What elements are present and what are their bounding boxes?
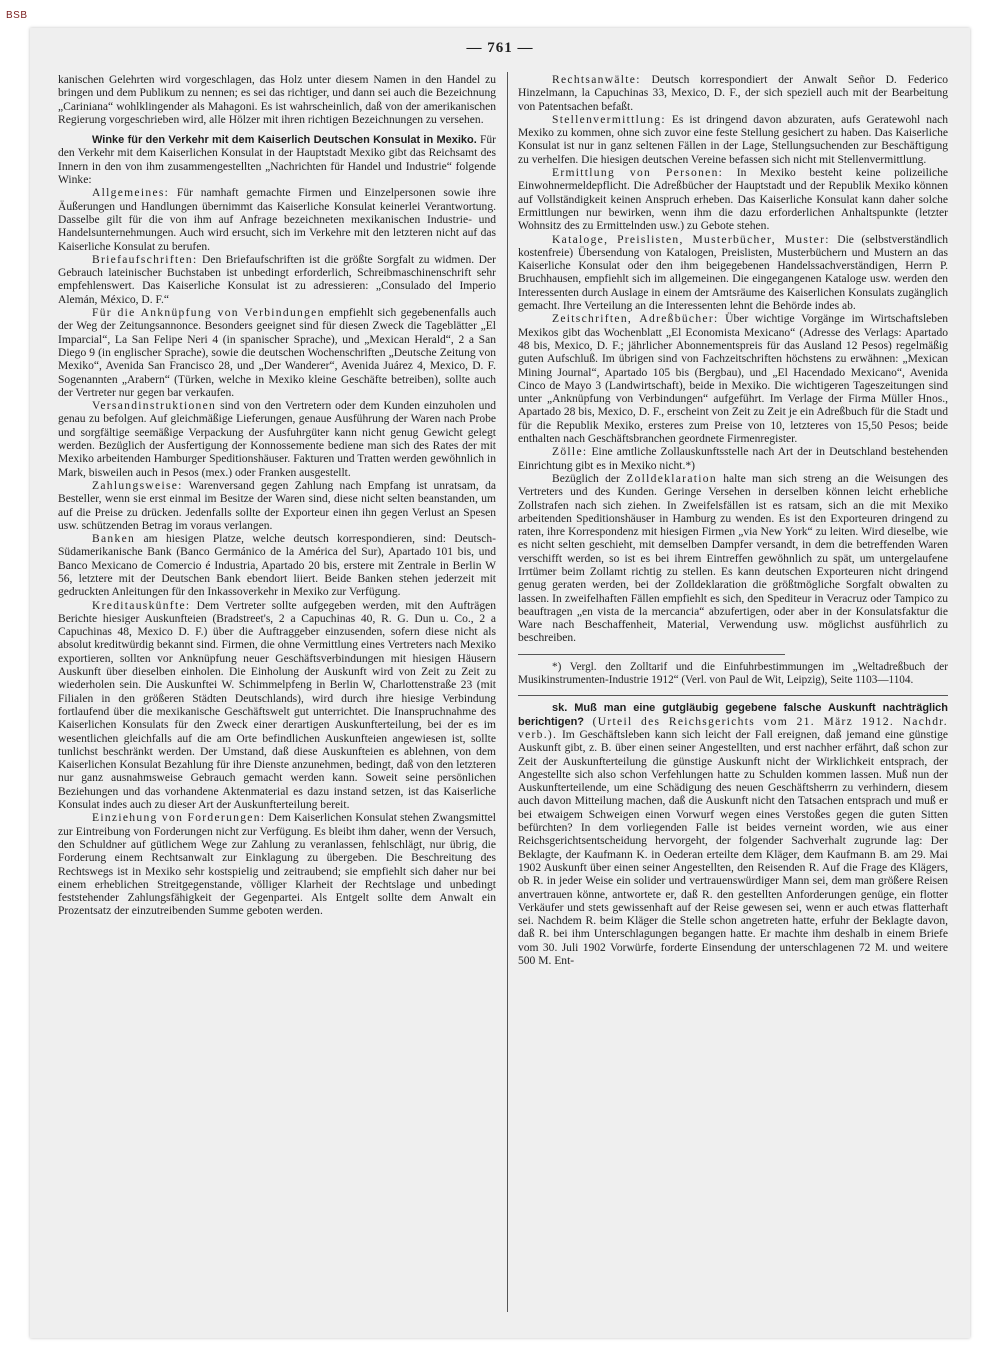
- paragraph-briefaufschriften: Briefaufschriften: Den Briefaufschriften ist die größte Sorgfalt zu widmen. Der Gebrauch lateinischer Buchstaben ist unbedingt erforderlich, Schreibmaschinenschrift sehr empfehlenswert. Das Kaiserliche Konsulat ist zu adressieren: „Consulado del Imperio Alemán, México, D. F.“: [58, 253, 496, 306]
- paragraph-banken: Banken am hiesigen Platze, welche deutsch korrespondieren, sind: Deutsch-Südamerikanische Bank (Banco Germánico de la América del Sur), Apartado 101 bis, und Banco Mexicano de Comercio é Industria, Apartado 20 bis, erstere mit Zentrale in Berlin W 56, letztere mit der Deutschen Bank ebendort liiert. Beide Banken stehen jederzeit mit gedruckten Anleitungen für den Inkassoverkehr in Mexiko zur Verfügung.: [58, 533, 496, 599]
- page-number: — 761 —: [466, 40, 534, 56]
- footnote-rule: [518, 654, 785, 655]
- paragraph-versandinstruktionen: Versandinstruktionen sind von den Vertretern oder dem Kunden einzuholen und genau zu befolgen. Auf gleichmäßige Lieferungen, genaue Ausführung der Waren nach Probe und sorgfältige seemäßige Verpackung der Ausfuhrgüter kann nicht genug Gewicht gelegt werden. Bezüglich der Ausfertigung der Konnossemente bediene man sich des Rates der mit Mexiko arbeitenden Hamburger Speditionshäuser. Fakturen und Tratten werden gewöhnlich in Mark, bisweilen auch in Pesos (mex.) oder Franken ausgestellt.: [58, 400, 496, 479]
- label-rechtsanwaelte: Rechtsanwälte:: [552, 74, 641, 86]
- paragraph-rechtsanwaelte: Rechtsanwälte: Deutsch korrespondiert der Anwalt Señor D. Federico Hinzelmann, la Capuchinas 33, Mexico, D. F., der sich speziell auch mit der Bearbeitung von Patentsachen befaßt.: [518, 74, 948, 113]
- document-page: [30, 28, 970, 1338]
- footnote: *) Vergl. den Zolltarif und die Einfuhrbestimmungen im „Weltadreßbuch der Musikinstrumenten-Industrie 1912“ (Verl. von Paul de Wit, Leipzig), Seite 1103—1104.: [518, 660, 948, 687]
- section-rule: [518, 695, 948, 696]
- paragraph-stellenvermittlung: Stellenvermittlung: Es ist dringend davon abzuraten, aufs Geratewohl nach Mexiko zu kommen, ohne sich zuvor eine feste Stellung gesichert zu haben. Das Kaiserliche Konsulat ist nur in ganz seltenen Fällen in der Lage, Stellungsuchenden zur Beschäftigung zu verhelfen. Die hiesigen deutschen Vereine befassen sich nicht mit Stellenvermittlung.: [518, 113, 948, 166]
- label-zeitschriften: Zeitschriften, Adreßbücher:: [552, 313, 719, 326]
- paragraph-kreditauskuenfte: Kreditauskünfte: Dem Vertreter sollte aufgegeben werden, mit den Aufträgen Berichte hiesiger Auskunfteien (Bradstreet's, 2 a Capuchinas 40, R. G. Dun u. Co., 2 a Capuchinas 48, Mexico D. F.) über die Auftraggeber einzusenden, sofern diese nicht als absolut kreditwürdig bekannt sind. Firmen, die ohne Vermittlung eines Vertreters nach Mexiko exportieren, sollten vor Anknüpfung neuer Geschäftsverbindungen mit hiesigen Häusern Auskunft über dieselben einholen. Die Einholung der Auskunft wird von Zeit zu Zeit zu wiederholen sein. Die Auskunftei W. Schimmelpfeng in Berlin W, Charlottenstraße 23 (mit Filialen in den größeren Städten Deutschlands), wird durch ihre hiesige Verbindung fortlaufend über die mexikanische Geschäftswelt gut unterrichtet. Die Inanspruchnahme des Kaiserlichen Konsulats für den Zweck einer derartigen Auskunfterteilung, bei der es im wesentlichen gleichfalls auf die am Orte befindlichen Auskunfteien angewiesen ist, sollte tunlichst beschränkt werden. Der Umstand, daß diese Auskunfteien es ablehnen, von dem Kaiserlichen Konsulat Bezahlung für ihre Dienste anzunehmen, bedingt, daß von den letzteren nur ganz ausnahmsweise Gebrauch gemacht werden kann. Soweit seine persönlichen Beziehungen und das vorhandene Aktenmaterial es dazu instand setzen, ist das Kaiserliche Konsulat indes auch zu dieser Art der Auskunfterteilung bereit.: [58, 599, 496, 812]
- paragraph-zeitschriften: Zeitschriften, Adreßbücher: Über wichtige Vorgänge im Wirtschaftsleben Mexikos gibt das Wochenblatt „El Economista Mexicano“ (Adresse des Verlags: Apartado 48 bis, Mexico, D. F.; jährlicher Abonnementspreis für das Ausland 12 Pesos) regelmäßig guten Aufschluß. Im übrigen sind von Fachzeitschriften höchstens zu erwähnen: „Mexican Mining Journal“, Apartado 105 bis (Bergbau), und „El Hacendado Mexicano“, Avenida Cinco de Mayo 3 (Landwirtschaft), beide in Mexiko. Die wichtigeren Tageszeitungen sind unter „Anknüpfung von Verbindungen“ aufgeführt. Im Verlage der Firma Müller Hnos., Apartado 28 bis, Mexico, D. F., erscheint von Zeit zu Zeit je ein Adreßbuch für die Stadt und für die Republik Mexiko, ersteres zum Preise von 10, letzteres von 15,50 Pesos; beide enthalten nach Geschäftsbranchen geordnete Firmenregister.: [518, 313, 948, 446]
- paragraph-ermittlung: Ermittlung von Personen: In Mexiko besteht keine polizeiliche Einwohnermeldepflicht. Die Adreßbücher der Hauptstadt und der Republik Mexiko können auf Vollständigkeit keinen Anspruch erheben. Das Kaiserliche Konsulat kann daher solche Ermittlungen nur bewirken, wenn ihm die dazu erforderlichen Anhaltspunkte (letzter Wohnsitz des zu Ermittelnden usw.) zu Gebote stehen.: [518, 167, 949, 233]
- label-ermittlung: Ermittlung von Personen:: [552, 167, 724, 180]
- label-zahlungsweise: Zahlungsweise:: [92, 479, 183, 492]
- label-einziehung: Einziehung von Forderungen:: [92, 812, 266, 825]
- paragraph-winke: Winke für den Verkehr mit dem Kaiserlich Deutschen Konsulat in Mexiko. Für den Verkehr mit dem Kaiserlichen Konsulat in der Hauptstadt Mexiko gibt das Reichsamt des Innern in den von ihm zusammengestellten „Nachrichten für Handel und Industrie“ folgende Winke:: [58, 134, 496, 187]
- label-kreditauskuenfte: Kreditauskünfte:: [92, 599, 191, 612]
- court-citation: (Urteil des Reichsgerichts vom 21. März 1912. Nachdr. verb.).: [518, 715, 948, 741]
- column-divider: [507, 72, 508, 1312]
- label-stellenvermittlung: Stellenvermittlung:: [552, 113, 666, 126]
- paragraph-einziehung: Einziehung von Forderungen: Dem Kaiserlichen Konsulat stehen Zwangsmittel zur Eintreibung von Forderungen nicht zur Verfügung. Es bleibt ihm daher, wenn der Versuch, den Schuldner auf gütlichem Wege zur Zahlung zu veranlassen, fehlschlägt, nur übrig, die Forderung einem Rechtsanwalt zur Einklagung zu übergeben. Die Beschreitung des Rechtswegs ist in Mexiko sehr kostspielig und zeitraubend; sie empfiehlt sich daher nur bei einem erheblichen Streitgegenstande, völliger Klarheit der Rechtslage und unbedingt feststehender Zahlungsfähigkeit der Gegenpartei. Als Entgelt sollte dem Anwalt ein Prozentsatz der einzutreibenden Summe geboten werden.: [58, 812, 496, 918]
- label-allgemeines: Allgemeines:: [92, 187, 170, 200]
- label-zoelle: Zölle:: [552, 446, 588, 459]
- label-banken: Banken: [92, 533, 136, 546]
- paragraph-zahlungsweise: Zahlungsweise: Warenversand gegen Zahlung nach Empfang ist unratsam, da Besteller, wenn sie erst einmal im Besitze der Waren sind, diese nicht selten beanstanden, um auf die Preise zu drücken. Jedenfalls sollte der Exporteur einen ihn gegen Verlust an Spesen usw. schützenden Betrag im voraus verlangen.: [58, 479, 496, 532]
- paragraph-allgemeines: Allgemeines: Für namhaft gemachte Firmen und Einzelpersonen sowie ihre Äußerungen und Handlungen übernimmt das Kaiserliche Konsulat keinerlei Verantwortung. Dasselbe gilt für die von ihm auf Anfrage bezeichneten mexikanischen Industrie- und Handelsunternehmungen. Auch wird ersucht, sich im Verkehre mit den letzteren nicht auf das Kaiserliche Konsulat zu berufen.: [58, 187, 496, 253]
- right-column: [518, 74, 948, 968]
- paragraph-zolldeklaration: Bezüglich der Zolldeklaration halte man sich streng an die Weisungen des Vertreters und des Kunden. Geringe Versehen in derselben können leicht erhebliche Zollstrafen nach sich ziehen. In Zweifelsfällen ist es ratsam, sich an die mit Mexiko arbeitenden Speditionshäuser in Hamburg zu wenden. Es ist den Exporteuren dringend zu raten, ihre Korrespondenz mit hiesigen Firmen „via New York“ zu leiten. Wird dieselbe, wie es nicht selten geschieht, mit demselben Dampfer versandt, in dem die betreffenden Waren verschifft werden, so ist es bei ihrem Eintreffen gewöhnlich zu spät, um untergelaufene Irrtümer beim Zollamt richtig zu stellen. Es kann deutschen Exporteuren nicht dringend genug geraten werden, bei der Zolldeklaration die größtmögliche Sorgfalt obwalten zu lassen. In zweifelhaften Fällen empfiehlt es sich, den Spediteur in Veracruz oder Tampico zu beauftragen „en vista de la mercancia“ abzufertigen, oder aber in der Konsulatsfaktur die Ware nach Beschaffenheit, Material, Verwendung usw. möglichst ausführlich zu beschreiben.: [518, 472, 948, 645]
- section-heading-winke: Winke für den Verkehr mit dem Kaiserlich Deutschen Konsulat in Mexiko.: [92, 134, 477, 147]
- paragraph-auskunft-article: sk. Muß man eine gutgläubig gegebene falsche Auskunft nachträglich berichtigen? (Urteil des Reichsgerichts vom 21. März 1912. Nachdr. verb.). Im Geschäftsleben kann sich leicht der Fall ereignen, daß jemand eine günstige Auskunft gibt, z. B. über einen seiner Angestellten, und erst nachher erfährt, daß schon zur Zeit der Auskunfterteilung die günstige Auskunft nicht der Wirklichkeit entsprach, der Angestellte sich also schon Verfehlungen hatte zu Schulden kommen lassen. Muß nun der Auskunfterteilende, um eine Schädigung des neuen Geschäftsherrn zu verhindern, diesem auch davon Mitteilung machen, daß die Auskunft nicht den Tatsachen entsprach und muß er bei etwaigem Schweigen einen Vorwurf wegen eines Verstoßes gegen die guten Sitten befürchten? In dem vorliegenden Falle ist beides verneint worden, wie aus einer Reichsgerichtsentscheidung hervorgeht, der folgender Sachverhalt zugrunde lag: Der Beklagte, der Kaufmann K. in Oederan erteilte dem Kläger, dem Kaufmann B. am 29. Mai 1902 Auskunft über einen seiner Angestellten, den Reisenden R. Auf die Frage des Klägers, ob R. in jeder Weise ein solider und vertrauenswürdiger Mann sei, dem man größere Reisen anvertrauen könne, antwortete er, daß R. den gestellten Anforderungen genüge, ein flotter Verkäufer und stets gewissenhaft auf der Reise gewesen sei, wenn er auch etwas flatterhaft sei. Nachdem R. beim Kläger die Stelle schon angetreten hatte, erfuhr der Beklagte davon, daß R. bei ihm Unterschlagungen begangen hatte. Er machte ihm deshalb in einem Briefe vom 30. Juli 1902 Vorwürfe, forderte Einsendung der unterschlagenen 72 M. und weitere 500 M. Ent-: [518, 702, 948, 967]
- label-versandinstruktionen: Versandinstruktionen: [92, 400, 217, 413]
- paragraph-kataloge: Kataloge, Preislisten, Musterbücher, Muster: Die (selbstverständlich kostenfreie) Übersendung von Katalogen, Preislisten, Musterbüchern und Mustern an das Kaiserliche Konsulat oder den ihm beigegebenen Handelssachverständigen, Herrn P. Bruchhausen, empfiehlt sich im allgemeinen. Die eingegangenen Kataloge usw. werden den Interessenten durch Auslage in einem der Amtsräume des Kaiserlichen Konsulats zugänglich gemacht. Ihre Verteilung an die Interessenten lehnt die Behörde indes ab.: [518, 233, 948, 313]
- label-zolldeklaration: Zolldeklaration: [626, 472, 717, 485]
- label-briefaufschriften: Briefaufschriften:: [92, 253, 198, 266]
- library-stamp: BSB: [6, 10, 28, 21]
- paragraph-zoelle: Zölle: Eine amtliche Zollauskunftsstelle nach Art der in Deutschland bestehenden Einrichtung gibt es in Mexiko nicht.*): [518, 446, 948, 472]
- paragraph-intro: kanischen Gelehrten wird vorgeschlagen, das Holz unter diesem Namen in den Handel zu bringen und dem Publikum zu nennen; es sei das richtiger, und dann sei auch die Bezeichnung „Cariniana“ wohlklingender als Mahagoni. Es ist wahrscheinlich, daß von der amerikanischen Regierung vorgeschrieben wird, alle Hölzer mit ihren richtigen Bezeichnungen zu versehen.: [58, 74, 496, 126]
- label-anknuepfung: Für die Anknüpfung von Verbindungen: [92, 307, 325, 320]
- section-heading-auskunft: Muß man eine gutgläubig gegebene falsche Auskunft nachträglich berichtigen?: [518, 702, 948, 728]
- left-column: [58, 74, 496, 919]
- label-kataloge: Kataloge, Preislisten, Musterbücher, Muster:: [552, 233, 830, 246]
- paragraph-anknuepfung: Für die Anknüpfung von Verbindungen empfiehlt sich gegebenenfalls auch der Weg der Zeitungsannonce. Besonders geeignet sind für diesen Zweck die Tageblätter „El Imparcial“, La San Felipe Neri 4 (in spanischer Sprache), und „Mexican Herald“, 2 a San Diego 9 (in englischer Sprache), sowie die deutschen Wochenschriften „Deutsche Zeitung von Mexiko“, Avenida San Francisco 28, und „Der Wanderer“, Avenida Juárez 4, Mexico, D. F. Sogenannten „Arabern“ (Türken, welche in Mexiko kleine Geschäfte betreiben), sollte auch der Vertreter nur gegen bar verkaufen.: [58, 307, 496, 399]
